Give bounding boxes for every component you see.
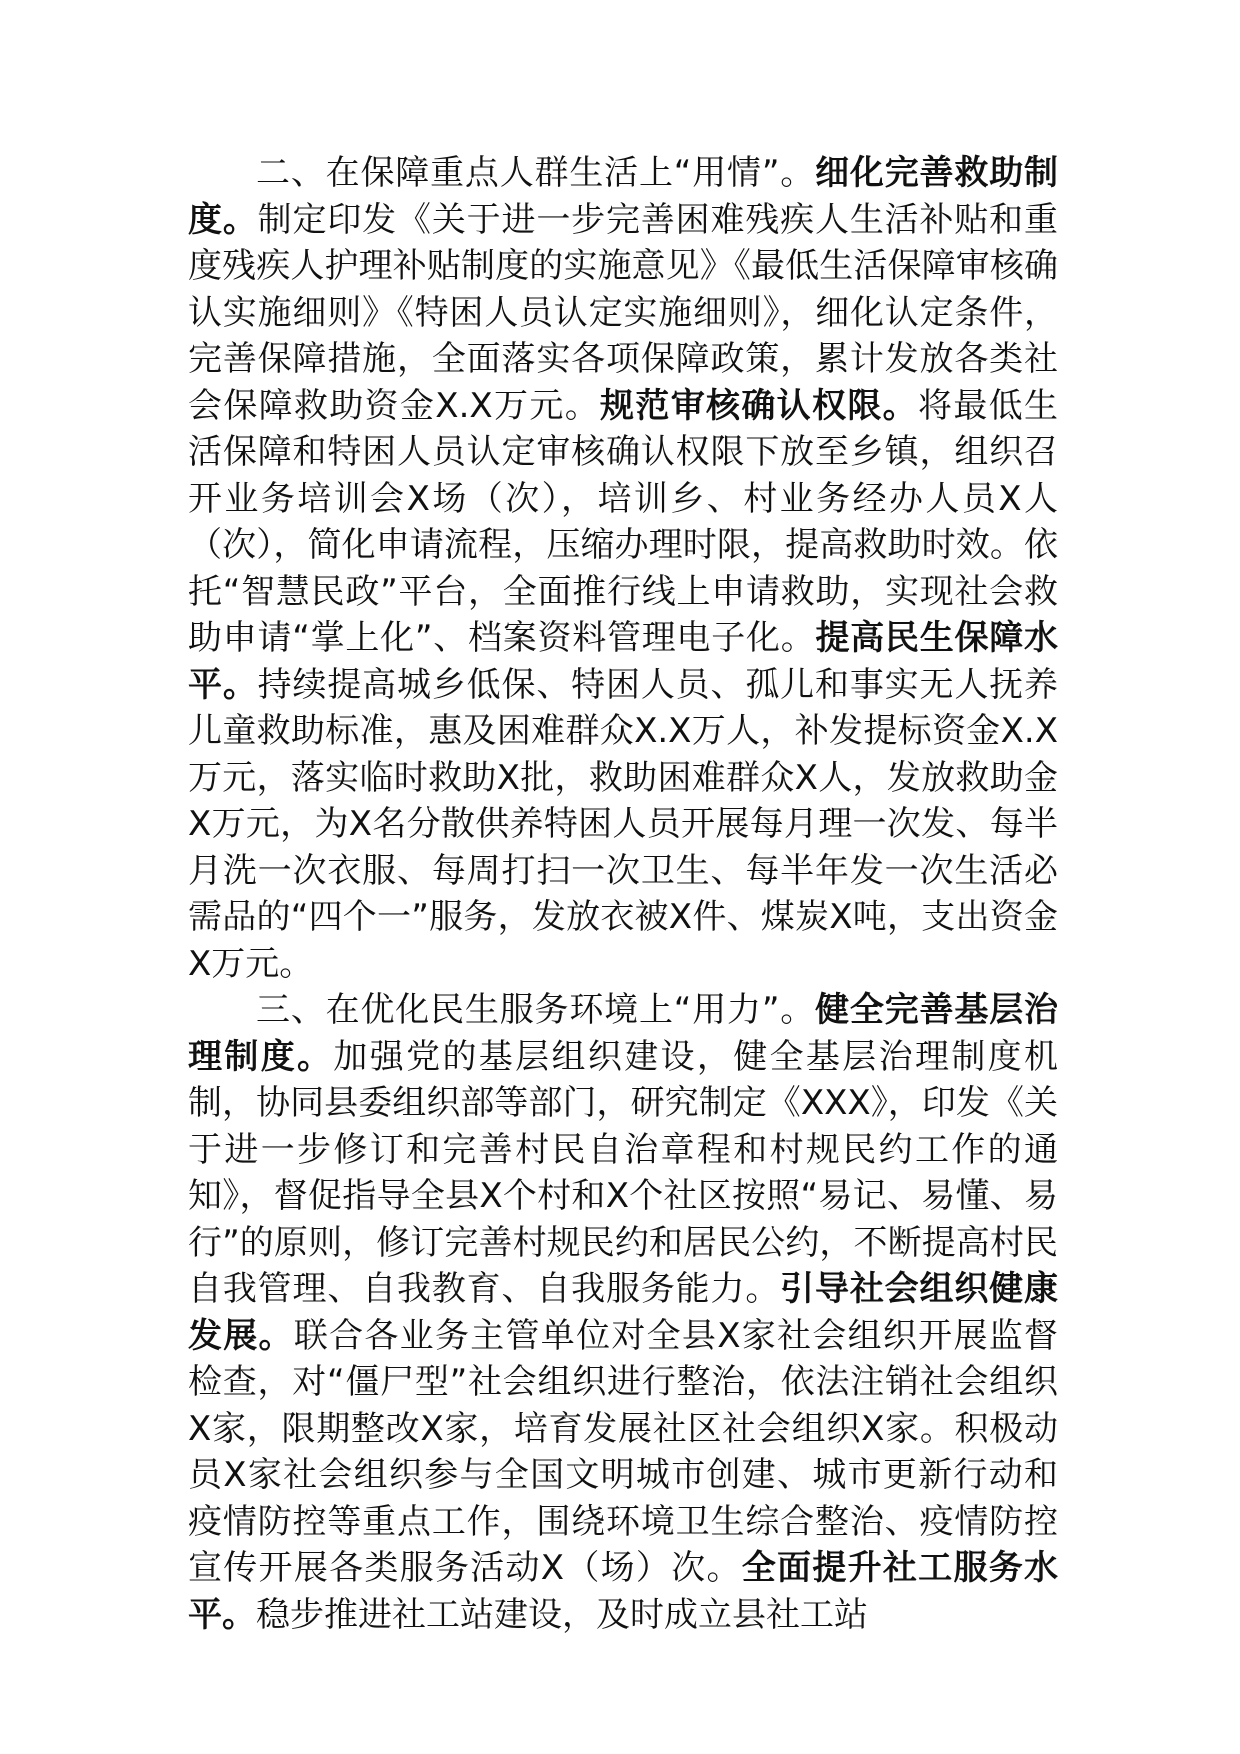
bold-heading-social-organizations: 引导社会组织健康发展。 bbox=[188, 1269, 1059, 1356]
bold-heading-review-authority: 规范审核确认权限。 bbox=[600, 385, 919, 426]
bold-heading-livelihood-level: 提高民生保障水平。 bbox=[188, 618, 1059, 705]
body-text: 持续提高城乡低保、特困人员、孤儿和事实无人抚养儿童救助标准，惠及困难群众X.X万人，补发提标资金X.X万元，落实临时救助X批，救助困难群众X人，发放救助金X万元，为X名分散供养特困人员开展每月理一次发、每半月洗一次衣服、每周打扫一次卫生、每半年发一次生活必需品的“四个一”服务，发放衣被X件、煤炭X吨，支出资金X万元。 bbox=[188, 664, 1059, 984]
paragraph-section-three bbox=[188, 987, 1058, 1638]
document-page bbox=[188, 150, 1058, 1638]
section-three-heading: 三、在优化民生服务环境上“用力”。 bbox=[256, 990, 816, 1030]
body-text: 将最低生活保障和特困人员认定审核确认权限下放至乡镇，组织召开业务培训会X场（次），培训乡、村业务经办人员X人（次），简化申请流程，压缩办理时限，提高救助时效。依托“智慧民政”平台，全面推行线上申请救助，实现社会救助申请“掌上化”、档案资料管理电子化。 bbox=[188, 385, 1059, 658]
bold-heading-governance-system: 健全完善基层治理制度。 bbox=[188, 990, 1059, 1077]
bold-heading-relief-system: 细化完善救助制度。 bbox=[188, 153, 1059, 240]
body-text: 稳步推进社工站建设，及时成立县社工站 bbox=[256, 1594, 868, 1635]
paragraph-section-two bbox=[188, 150, 1058, 987]
body-text: 联合各业务主管单位对全县X家社会组织开展监督检查，对“僵尸型”社会组织进行整治，依法注销社会组织X家，限期整改X家，培育发展社区社会组织X家。积极动员X家社会组织参与全国文明城市创建、城市更新行动和疫情防控等重点工作，围绕环境卫生综合整治、疫情防控宣传开展各类服务活动X（场）次。 bbox=[188, 1315, 1058, 1588]
section-two-heading: 二、在保障重点人群生活上“用情”。 bbox=[256, 153, 816, 193]
body-text: 加强党的基层组织建设，健全基层治理制度机制，协同县委组织部等部门，研究制定《XXX》，印发《关于进一步修订和完善村民自治章程和村规民约工作的通知》，督促指导全县X个村和X个社区按照“易记、易懂、易行”的原则，修订完善村规民约和居民公约，不断提高村民自我管理、自我教育、自我服务能力。 bbox=[188, 1036, 1059, 1309]
body-text: 制定印发《关于进一步完善困难残疾人生活补贴和重度残疾人护理补贴制度的实施意见》《最低生活保障审核确认实施细则》《特困人员认定实施细则》，细化认定条件，完善保障措施，全面落实各项保障政策，累计发放各类社会保障救助资金X.X万元。 bbox=[188, 199, 1059, 426]
bold-heading-social-work: 全面提升社工服务水平。 bbox=[188, 1548, 1058, 1635]
